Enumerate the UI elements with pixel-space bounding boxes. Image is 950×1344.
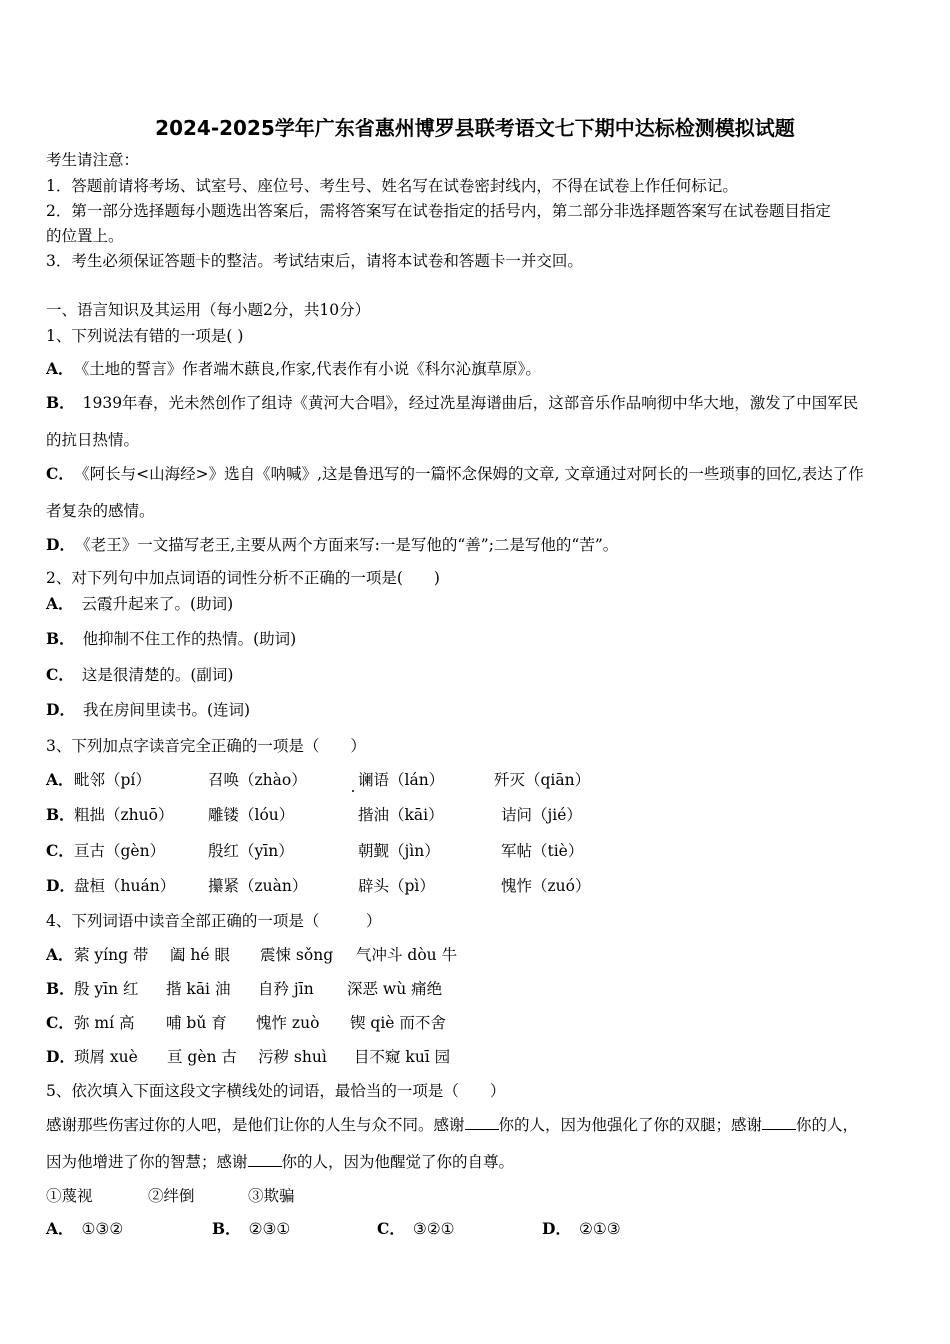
- passage-text: 因为他增进了你的智慧；感谢: [46, 1153, 248, 1171]
- passage-text: 感谢那些伤害过你的人吧，是他们让你的人生与众不同。感谢: [46, 1116, 465, 1134]
- q4-cell: 揩 kāi 油: [166, 980, 231, 998]
- option-label: A．: [46, 594, 74, 613]
- notice-heading: 考生请注意：: [46, 151, 140, 169]
- option-label: D．: [46, 700, 75, 719]
- q1-option-b: [46, 393, 858, 413]
- q2-option-c: [46, 665, 233, 685]
- question-5-stem: 5、依次填入下面这段文字横线处的词语，最恰当的一项是（ ）: [46, 1082, 506, 1100]
- section-heading: 一、语言知识及其运用（每小题2分，共10分）: [46, 301, 371, 319]
- q5-option-b: [212, 1219, 290, 1239]
- q4-row-label: A．: [46, 945, 74, 964]
- option-text: 1939年春，光未然创作了组诗《黄河大合唱》，经过冼星海谱曲后，这部音乐作品响彻中华大地，激发了中国军民: [82, 394, 859, 412]
- q2-option-b: [46, 629, 296, 649]
- notice-item: 的位置上。: [46, 227, 124, 245]
- emphasis-dot: [352, 790, 354, 792]
- q3-cell: 谰语（lán）: [358, 771, 445, 789]
- q3-cell: 召唤（zhào）: [208, 771, 307, 789]
- q4-cell: 萦 yíng 带: [74, 946, 149, 964]
- question-2-stem: 2、对下列句中加点词语的词性分析不正确的一项是( ): [46, 569, 440, 587]
- q4-cell: 深恶 wù 痛绝: [347, 980, 443, 998]
- q3-cell: 粗拙（zhuō）: [74, 806, 174, 824]
- q3-cell: 朝觐（jìn）: [358, 842, 440, 860]
- q5-option-d: [542, 1219, 621, 1239]
- question-4-stem: 4、下列词语中读音全部正确的一项是（ ）: [46, 912, 382, 930]
- q1-option-d: [46, 535, 618, 555]
- notice-item: 1．答题前请将考场、试室号、座位号、考生号、姓名写在试卷密封线内，不得在试卷上作任何标记。: [46, 177, 738, 195]
- q4-cell: 锲 qiè 而不舍: [350, 1014, 446, 1032]
- q3-cell: 盘桓（huán）: [74, 877, 176, 895]
- q2-option-d: [46, 700, 250, 720]
- option-label: C．: [377, 1219, 405, 1238]
- q5-word: ②绊倒: [148, 1187, 195, 1205]
- option-text: 《老王》一文描写老王,主要从两个方面来写:一是写他的“善”;二是写他的“苦”。: [82, 536, 619, 554]
- option-text: 我在房间里读书。(连词): [82, 701, 251, 719]
- q4-cell: 自矜 jīn: [258, 980, 314, 998]
- notice-item: 2．第一部分选择题每小题选出答案后，需将答案写在试卷指定的括号内，第二部分非选择题答案写在试卷题目指定: [46, 202, 831, 220]
- q3-cell: 歼灭（qiān）: [494, 771, 591, 789]
- q3-cell: 辟头（pì）: [358, 877, 435, 895]
- q3-cell: 愧怍（zuó）: [501, 877, 591, 895]
- q3-cell: 揩油（kāi）: [358, 806, 444, 824]
- q4-cell: 气冲斗 dòu 牛: [356, 946, 458, 964]
- fill-blank: [248, 1152, 282, 1167]
- q4-cell: 阖 hé 眼: [170, 946, 231, 964]
- option-text: 《土地的誓言》作者端木蕻良,作家,代表作有小说《科尔沁旗草原》。: [81, 360, 541, 378]
- q2-option-a: [46, 594, 233, 614]
- option-text: ③②①: [412, 1220, 455, 1238]
- q1-option-b-cont: 的抗日热情。: [46, 431, 140, 449]
- option-label: D．: [542, 1219, 571, 1238]
- q4-cell: 震悚 sǒng: [260, 946, 334, 964]
- fill-blank: [762, 1115, 796, 1130]
- q5-option-a: [46, 1219, 123, 1239]
- q4-cell: 亘 gèn 古: [167, 1048, 237, 1066]
- q3-cell: 亘古（gèn）: [74, 842, 166, 860]
- q3-row-label: A．: [46, 770, 74, 789]
- option-text: 这是很清楚的。(副词): [81, 666, 234, 684]
- q3-row-label: C．: [46, 841, 74, 860]
- q5-word: ③欺骗: [248, 1187, 295, 1205]
- option-text: ②③①: [248, 1220, 291, 1238]
- q1-option-c-cont: 者复杂的感情。: [46, 502, 155, 520]
- option-label: B．: [46, 393, 75, 412]
- option-label: A．: [46, 359, 74, 378]
- option-label: D．: [46, 535, 75, 554]
- passage-text: 你的人，因为他强化了你的双腿；感谢: [498, 1116, 763, 1134]
- q3-row-label: B．: [46, 805, 75, 824]
- passage-text: 你的人，: [796, 1116, 859, 1134]
- q4-cell: 哺 bǔ 育: [166, 1014, 227, 1032]
- option-label: B．: [46, 629, 75, 648]
- q3-cell: 诘问（jié）: [501, 806, 582, 824]
- q4-cell: 琐屑 xuè: [74, 1048, 138, 1066]
- question-3-stem: 3、下列加点字读音完全正确的一项是（ ）: [46, 737, 366, 755]
- q5-passage-line: [46, 1115, 858, 1135]
- option-label: C．: [46, 464, 74, 483]
- fill-blank: [465, 1115, 499, 1130]
- q3-cell: 殷红（yīn）: [208, 842, 294, 860]
- option-label: A．: [46, 1219, 74, 1238]
- option-text: 《阿长与<山海经>》选自《呐喊》,这是鲁迅写的一篇怀念保姆的文章, 文章通过对阿长的一些琐事的回忆,表达了作: [81, 465, 864, 483]
- q3-cell: 军帖（tiè）: [501, 842, 584, 860]
- q5-word: ①蔑视: [46, 1187, 93, 1205]
- option-text: ①③②: [81, 1220, 124, 1238]
- q3-cell: 雕镂（lóu）: [208, 806, 295, 824]
- q4-row-label: D．: [46, 1047, 75, 1066]
- passage-text: 你的人，因为他醒觉了你的自尊。: [281, 1153, 515, 1171]
- q5-passage-line: [46, 1152, 514, 1172]
- q4-row-label: C．: [46, 1013, 74, 1032]
- option-text: 云霞升起来了。(助词): [81, 595, 234, 613]
- q5-option-c: [377, 1219, 455, 1239]
- q3-cell: 攥紧（zuàn）: [208, 877, 308, 895]
- q1-option-a: [46, 359, 541, 379]
- q1-option-c: [46, 464, 864, 484]
- option-label: C．: [46, 665, 74, 684]
- notice-item: 3．考生必须保证答题卡的整洁。考试结束后，请将本试卷和答题卡一并交回。: [46, 252, 583, 270]
- q3-row-label: D．: [46, 876, 75, 895]
- q3-cell: 毗邻（pí）: [74, 771, 151, 789]
- q4-cell: 殷 yīn 红: [74, 980, 139, 998]
- option-text: ②①③: [578, 1220, 621, 1238]
- question-1-stem: 1、下列说法有错的一项是( ): [46, 327, 244, 345]
- q4-cell: 弥 mí 高: [74, 1014, 135, 1032]
- page-title: 2024-2025学年广东省惠州博罗县联考语文七下期中达标检测模拟试题: [155, 116, 795, 140]
- q4-cell: 愧怍 zuò: [256, 1014, 320, 1032]
- option-text: 他抑制不住工作的热情。(助词): [82, 630, 297, 648]
- q4-cell: 目不窥 kuī 园: [354, 1048, 451, 1066]
- option-label: B．: [212, 1219, 241, 1238]
- q4-cell: 污秽 shuì: [258, 1048, 327, 1066]
- q4-row-label: B．: [46, 979, 75, 998]
